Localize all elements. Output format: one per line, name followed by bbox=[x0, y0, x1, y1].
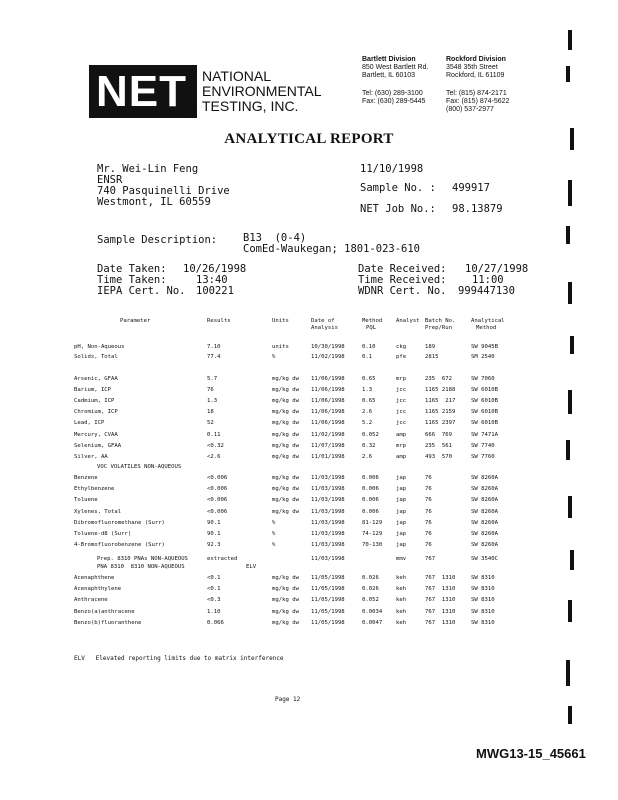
col-date-2: Analysis bbox=[311, 325, 338, 331]
table-cell-a: jap bbox=[396, 475, 407, 481]
bartlett-line: Bartlett Division bbox=[362, 56, 416, 63]
table-cell-u: mg/kg dw bbox=[272, 508, 299, 515]
table-cell-d: 11/03/1998 bbox=[311, 497, 345, 504]
sample-desc-label: Sample Description: bbox=[97, 234, 218, 246]
client-name: Mr. Wei-Lin Feng bbox=[97, 163, 199, 175]
edge-mark bbox=[566, 66, 570, 82]
table-cell-u: mg/kg dw bbox=[272, 453, 299, 460]
table-cell-u: mg/kg dw bbox=[272, 575, 299, 581]
table-cell-r: 1.10 bbox=[207, 608, 221, 615]
table-cell-m: 0.10 bbox=[362, 344, 376, 350]
table-cell-d: 11/03/1998 bbox=[311, 508, 345, 515]
rockford-line: Tel: (815) 874-2171 bbox=[446, 90, 507, 97]
table-cell-p: Ethylbenzene bbox=[74, 486, 115, 493]
prep-method: SW 3540C bbox=[471, 556, 498, 562]
job-no: 98.13879 bbox=[452, 203, 503, 215]
edge-mark bbox=[566, 226, 570, 244]
table-cell-b: 1165 2397 bbox=[425, 420, 456, 427]
table-cell-m: 0.006 bbox=[362, 497, 379, 504]
table-cell-u: % bbox=[272, 531, 276, 537]
table-cell-m: 0.0034 bbox=[362, 608, 383, 615]
table-cell-d: 11/05/1998 bbox=[311, 575, 345, 581]
bartlett-line: Tel: (630) 289-3100 bbox=[362, 90, 423, 97]
col-date: Date of bbox=[311, 318, 335, 324]
table-cell-p: Toluene bbox=[74, 497, 98, 504]
prep-parameter: Prep. 8310 PNAs NON-AQUEOUS bbox=[97, 556, 188, 562]
table-cell-d: 11/05/1998 bbox=[311, 619, 345, 626]
table-cell-d: 11/03/1998 bbox=[311, 486, 345, 493]
table-cell-a: mrp bbox=[396, 376, 407, 382]
col-method: Method bbox=[362, 318, 383, 324]
edge-mark bbox=[570, 128, 574, 150]
prep-analyst: mmv bbox=[396, 556, 407, 562]
table-cell-am: SW 8260A bbox=[471, 531, 498, 537]
table-cell-r: 0.11 bbox=[207, 431, 221, 438]
table-cell-p: Dibromofluoromethane (Surr) bbox=[74, 519, 165, 526]
sample-desc-1: B13 (0-4) bbox=[243, 232, 307, 244]
rockford-line: Rockford, IL 61109 bbox=[446, 72, 505, 79]
table-cell-u: mg/kg dw bbox=[272, 442, 299, 449]
client-city: Westmont, IL 60559 bbox=[97, 196, 211, 208]
table-cell-p: Lead, ICP bbox=[74, 420, 105, 427]
wdnr-cert: 999447130 bbox=[458, 285, 515, 297]
table-cell-u: mg/kg dw bbox=[272, 497, 299, 504]
report-title: ANALYTICAL REPORT bbox=[224, 131, 394, 147]
edge-mark bbox=[570, 550, 574, 570]
table-cell-b: 767 1310 bbox=[425, 597, 456, 604]
table-cell-am: SW 9045B bbox=[471, 344, 498, 350]
table-cell-p: pH, Non-Aqueous bbox=[74, 344, 125, 350]
table-cell-u: units bbox=[272, 344, 289, 350]
table-cell-u: % bbox=[272, 354, 276, 360]
table-cell-p: Benzo(a)anthracene bbox=[74, 608, 135, 615]
col-batch-2: Prep/Run bbox=[425, 325, 452, 331]
wdnr-label: WDNR Cert. No. bbox=[358, 285, 447, 297]
edge-mark bbox=[568, 180, 572, 206]
table-cell-r: <0.32 bbox=[207, 442, 224, 449]
table-cell-b: 1165 217 bbox=[425, 398, 456, 405]
edge-mark bbox=[566, 660, 570, 686]
table-cell-u: mg/kg dw bbox=[272, 608, 299, 615]
table-cell-m: 0.1 bbox=[362, 354, 373, 360]
table-cell-m: 2.6 bbox=[362, 453, 373, 460]
table-cell-am: SW 6010B bbox=[471, 398, 498, 405]
pna-section-header: PNA 8310 8310 NON-AQUEOUS bbox=[97, 564, 185, 570]
table-cell-d: 11/03/1998 bbox=[311, 475, 345, 481]
bartlett-line: 850 West Bartlett Rd. bbox=[362, 64, 429, 71]
col-parameter: Parameter bbox=[120, 318, 151, 324]
table-cell-p: Xylenes, Total bbox=[74, 508, 122, 515]
table-cell-r: 1.3 bbox=[207, 398, 218, 405]
table-cell-a: amp bbox=[396, 453, 407, 460]
table-cell-r: 7.10 bbox=[207, 344, 221, 350]
table-cell-d: 11/02/1998 bbox=[311, 431, 345, 438]
table-cell-a: jap bbox=[396, 508, 407, 515]
col-method-2: PQL bbox=[366, 325, 377, 331]
table-cell-b: 189 bbox=[425, 344, 436, 350]
date-taken: 10/26/1998 bbox=[183, 263, 247, 275]
table-cell-r: <0.1 bbox=[207, 586, 221, 593]
table-cell-d: 11/06/1998 bbox=[311, 420, 345, 427]
col-analytical: Analytical bbox=[471, 318, 505, 324]
table-cell-am: SW 7740 bbox=[471, 442, 495, 449]
table-cell-m: 0.026 bbox=[362, 586, 379, 593]
table-cell-am: SW 8260A bbox=[471, 486, 498, 493]
table-cell-m: 74-129 bbox=[362, 531, 383, 537]
table-cell-am: SW 8260A bbox=[471, 475, 498, 481]
table-cell-am: SW 8260A bbox=[471, 519, 498, 526]
table-cell-r: <0.3 bbox=[207, 597, 221, 604]
table-cell-b: 76 bbox=[425, 497, 432, 504]
bartlett-line: Bartlett, IL 60103 bbox=[362, 72, 416, 79]
table-cell-m: 0.052 bbox=[362, 431, 379, 438]
sample-no-label: Sample No. : bbox=[360, 182, 436, 194]
edge-mark bbox=[568, 390, 572, 414]
table-cell-m: 0.65 bbox=[362, 398, 376, 405]
table-cell-b: 1165 2188 bbox=[425, 387, 456, 394]
time-received-label: Time Received: bbox=[358, 274, 447, 286]
table-cell-b: 767 1310 bbox=[425, 575, 456, 581]
table-cell-d: 11/02/1998 bbox=[311, 354, 345, 360]
table-cell-r: 18 bbox=[207, 409, 214, 416]
table-cell-d: 11/05/1998 bbox=[311, 608, 345, 615]
table-cell-d: 10/30/1998 bbox=[311, 344, 345, 350]
table-cell-b: 76 bbox=[425, 486, 432, 493]
document-stamp: MWG13-15_45661 bbox=[476, 746, 586, 761]
table-cell-p: Anthracene bbox=[74, 597, 108, 604]
table-cell-d: 11/05/1998 bbox=[311, 586, 345, 593]
table-cell-b: 767 1310 bbox=[425, 619, 456, 626]
table-cell-p: Toluene-d8 (Surr) bbox=[74, 531, 132, 537]
table-cell-u: mg/kg dw bbox=[272, 597, 299, 604]
table-cell-a: jcc bbox=[396, 387, 407, 394]
prep-result: extracted bbox=[207, 556, 238, 562]
table-cell-b: 76 bbox=[425, 519, 432, 526]
iepa-cert: 100221 bbox=[196, 285, 234, 297]
table-cell-r: <0.006 bbox=[207, 475, 228, 481]
table-cell-m: 70-130 bbox=[362, 542, 383, 549]
rockford-line: (800) 537-2977 bbox=[446, 106, 494, 113]
table-cell-b: 666 769 bbox=[425, 431, 452, 438]
table-cell-u: mg/kg dw bbox=[272, 376, 299, 382]
table-cell-d: 11/06/1998 bbox=[311, 409, 345, 416]
table-cell-am: SW 8310 bbox=[471, 619, 495, 626]
table-cell-m: 0.006 bbox=[362, 508, 379, 515]
table-cell-a: ckg bbox=[396, 344, 407, 350]
prep-batch: 767 bbox=[425, 556, 436, 562]
table-cell-u: mg/kg dw bbox=[272, 431, 299, 438]
table-cell-d: 11/07/1998 bbox=[311, 442, 345, 449]
table-cell-p: Arsenic, GFAA bbox=[74, 376, 118, 382]
table-cell-r: 90.1 bbox=[207, 531, 221, 537]
col-units: Units bbox=[272, 318, 289, 324]
table-cell-u: mg/kg dw bbox=[272, 475, 299, 481]
table-cell-r: <2.6 bbox=[207, 453, 221, 460]
table-cell-am: SW 8310 bbox=[471, 586, 495, 593]
table-cell-b: 235 672 bbox=[425, 376, 452, 382]
table-cell-m: 1.3 bbox=[362, 387, 373, 394]
client-street: 740 Pasquinelli Drive bbox=[97, 185, 230, 197]
date-taken-label: Date Taken: bbox=[97, 263, 167, 275]
table-cell-u: mg/kg dw bbox=[272, 398, 299, 405]
table-cell-am: SW 7471A bbox=[471, 431, 498, 438]
table-cell-m: 0.006 bbox=[362, 486, 379, 493]
table-cell-r: <0.1 bbox=[207, 575, 221, 581]
table-cell-m: 0.026 bbox=[362, 575, 379, 581]
table-cell-b: 235 561 bbox=[425, 442, 452, 449]
table-cell-r: <0.006 bbox=[207, 486, 228, 493]
table-cell-d: 11/06/1998 bbox=[311, 398, 345, 405]
table-cell-p: Acenaphthene bbox=[74, 575, 115, 581]
table-cell-r: 77.4 bbox=[207, 354, 221, 360]
table-cell-p: Barium, ICP bbox=[74, 387, 112, 394]
table-cell-m: 0.006 bbox=[362, 475, 379, 481]
table-cell-p: Silver, AA bbox=[74, 453, 108, 460]
col-analyst: Analyst bbox=[396, 318, 420, 324]
edge-mark bbox=[568, 30, 572, 50]
table-cell-b: 2815 bbox=[425, 354, 439, 360]
table-cell-p: Benzo(b)fluoranthene bbox=[74, 619, 142, 626]
table-cell-am: SW 7760 bbox=[471, 453, 495, 460]
col-analytical-2: Method bbox=[476, 325, 497, 331]
sample-no: 499917 bbox=[452, 182, 490, 194]
table-cell-am: SW 8260A bbox=[471, 508, 498, 515]
table-cell-am: SW 6010B bbox=[471, 409, 498, 416]
table-cell-m: 81-129 bbox=[362, 519, 383, 526]
table-cell-p: Benzene bbox=[74, 475, 98, 481]
table-cell-r: 0.066 bbox=[207, 619, 224, 626]
table-cell-p: Mercury, CVAA bbox=[74, 431, 118, 438]
rockford-line: 3548 35th Street bbox=[446, 64, 498, 71]
client-company: ENSR bbox=[97, 174, 123, 186]
table-cell-p: Selenium, GFAA bbox=[74, 442, 122, 449]
col-results: Results bbox=[207, 318, 231, 324]
table-cell-u: % bbox=[272, 519, 276, 526]
voc-section-header: VOC VOLATILES NON-AQUEOUS bbox=[97, 464, 182, 470]
table-cell-r: <0.006 bbox=[207, 508, 228, 515]
table-cell-r: 76 bbox=[207, 387, 214, 394]
prep-date: 11/03/1998 bbox=[311, 556, 345, 562]
org-line-2: ENVIRONMENTAL bbox=[202, 83, 322, 99]
table-cell-a: jap bbox=[396, 497, 407, 504]
table-cell-p: 4-Bromofluorobenzene (Surr) bbox=[74, 542, 165, 549]
table-cell-am: SW 8310 bbox=[471, 575, 495, 581]
table-cell-p: Acenaphthylene bbox=[74, 586, 122, 593]
table-cell-b: 493 570 bbox=[425, 453, 452, 460]
table-cell-d: 11/01/1998 bbox=[311, 453, 345, 460]
table-cell-a: pfe bbox=[396, 354, 407, 360]
table-cell-u: mg/kg dw bbox=[272, 586, 299, 593]
table-cell-u: mg/kg dw bbox=[272, 619, 299, 626]
table-cell-d: 11/06/1998 bbox=[311, 376, 345, 382]
table-cell-a: keh bbox=[396, 575, 407, 581]
logo-text: NET bbox=[96, 67, 187, 116]
table-cell-a: mrp bbox=[396, 442, 407, 449]
table-cell-u: mg/kg dw bbox=[272, 409, 299, 416]
table-cell-a: keh bbox=[396, 586, 407, 593]
edge-mark bbox=[568, 600, 572, 622]
table-cell-u: mg/kg dw bbox=[272, 387, 299, 394]
table-cell-d: 11/03/1998 bbox=[311, 519, 345, 526]
table-cell-a: jap bbox=[396, 531, 407, 537]
table-cell-a: jcc bbox=[396, 420, 407, 427]
table-cell-a: jap bbox=[396, 519, 407, 526]
edge-mark bbox=[568, 282, 572, 304]
bartlett-line: Fax: (630) 289-5445 bbox=[362, 98, 426, 105]
table-cell-r: 5.7 bbox=[207, 376, 218, 382]
registered-mark: ® bbox=[188, 106, 196, 117]
table-cell-d: 11/06/1998 bbox=[311, 387, 345, 394]
table-cell-am: SW 8260A bbox=[471, 497, 498, 504]
pna-elv-flag: ELV bbox=[246, 564, 257, 570]
report-date: 11/10/1998 bbox=[360, 163, 424, 175]
table-cell-am: SW 8310 bbox=[471, 597, 495, 604]
org-line-1: NATIONAL bbox=[202, 68, 271, 84]
table-cell-b: 76 bbox=[425, 508, 432, 515]
table-cell-m: 0.0047 bbox=[362, 619, 383, 626]
table-cell-u: % bbox=[272, 542, 276, 549]
time-taken: 13:40 bbox=[196, 274, 228, 286]
time-received: 11:00 bbox=[472, 274, 504, 286]
table-cell-m: 0.32 bbox=[362, 442, 376, 449]
col-batch: Batch No. bbox=[425, 318, 456, 324]
footnote: ELV Elevated reporting limits due to matrix interference bbox=[74, 655, 284, 662]
page-label: Page 12 bbox=[275, 696, 301, 703]
table-cell-d: 11/03/1998 bbox=[311, 542, 345, 549]
table-cell-a: jcc bbox=[396, 398, 407, 405]
job-no-label: NET Job No.: bbox=[360, 203, 436, 215]
iepa-label: IEPA Cert. No. bbox=[97, 285, 186, 297]
table-cell-b: 767 1310 bbox=[425, 608, 456, 615]
edge-mark bbox=[568, 496, 572, 518]
edge-mark bbox=[566, 440, 570, 460]
table-cell-r: 92.3 bbox=[207, 542, 221, 549]
table-cell-m: 0.65 bbox=[362, 376, 376, 382]
table-cell-d: 11/05/1998 bbox=[311, 597, 345, 604]
table-cell-r: <0.006 bbox=[207, 497, 228, 504]
table-cell-a: keh bbox=[396, 608, 407, 615]
table-cell-am: SW 8260A bbox=[471, 542, 498, 549]
table-cell-b: 76 bbox=[425, 475, 432, 481]
table-cell-m: 0.052 bbox=[362, 597, 379, 604]
table-cell-b: 76 bbox=[425, 531, 432, 537]
table-cell-a: jap bbox=[396, 542, 407, 549]
edge-mark bbox=[568, 706, 572, 724]
date-received-label: Date Received: bbox=[358, 263, 447, 275]
table-cell-am: SW 8310 bbox=[471, 608, 495, 615]
table-cell-am: SW 6010B bbox=[471, 420, 498, 427]
table-cell-a: jap bbox=[396, 486, 407, 493]
rockford-line: Fax: (815) 874-5622 bbox=[446, 98, 510, 105]
table-cell-r: 52 bbox=[207, 420, 214, 427]
table-cell-am: SW 7060 bbox=[471, 376, 495, 382]
table-cell-am: SW 6010B bbox=[471, 387, 498, 394]
date-received: 10/27/1998 bbox=[465, 263, 529, 275]
rockford-line: Rockford Division bbox=[446, 56, 506, 63]
org-line-3: TESTING, INC. bbox=[202, 98, 299, 114]
table-cell-b: 1165 2159 bbox=[425, 409, 456, 416]
table-cell-b: 76 bbox=[425, 542, 432, 549]
table-cell-p: Solids, Total bbox=[74, 354, 118, 360]
table-cell-b: 767 1310 bbox=[425, 586, 456, 593]
table-cell-m: 2.6 bbox=[362, 409, 373, 416]
table-cell-am: SM 2540 bbox=[471, 354, 495, 360]
table-cell-m: 5.2 bbox=[362, 420, 373, 427]
time-taken-label: Time Taken: bbox=[97, 274, 167, 286]
table-cell-d: 11/03/1998 bbox=[311, 531, 345, 537]
sample-desc-2: ComEd-Waukegan; 1801-023-610 bbox=[243, 243, 421, 255]
edge-mark bbox=[570, 336, 574, 354]
table-cell-p: Chromium, ICP bbox=[74, 409, 118, 416]
table-cell-a: amp bbox=[396, 431, 407, 438]
table-cell-a: keh bbox=[396, 597, 407, 604]
table-cell-a: keh bbox=[396, 619, 407, 626]
table-cell-r: 90.1 bbox=[207, 519, 221, 526]
table-cell-u: mg/kg dw bbox=[272, 486, 299, 493]
table-cell-p: Cadmium, ICP bbox=[74, 398, 115, 405]
table-cell-u: mg/kg dw bbox=[272, 420, 299, 427]
table-cell-a: jcc bbox=[396, 409, 407, 416]
